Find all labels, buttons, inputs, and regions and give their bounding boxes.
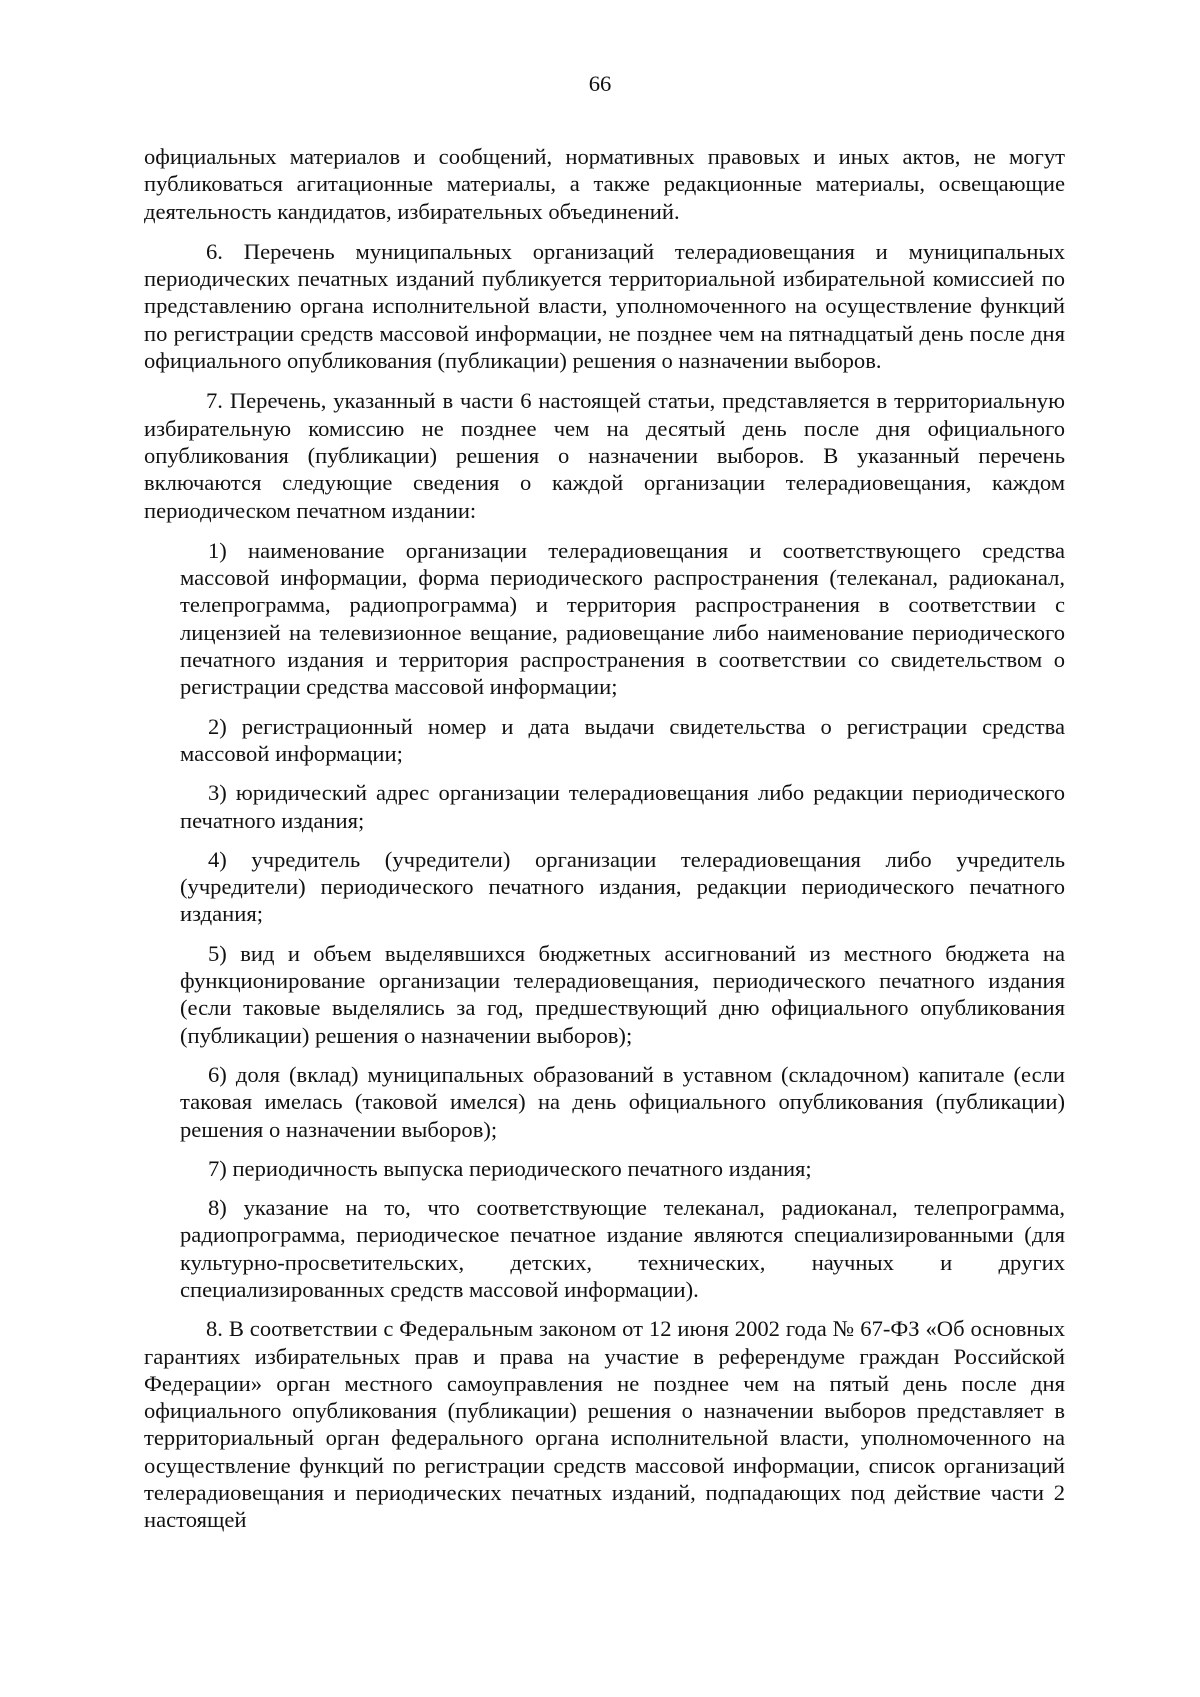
page-number: 66 [588, 71, 612, 96]
list-item-3: 3) юридический адрес организации телерадиовещания либо редакции периодического печатного издания; [180, 780, 1065, 833]
list-item-6: 6) доля (вклад) муниципальных образований в уставном (складочном) капитале (если таковая имелась (таковой имелся) на день официального опубликования (публикации) решения о назначении выборов); [180, 1061, 1065, 1142]
paragraph-continued: официальных материалов и сообщений, нормативных правовых и иных актов, не могут публиковаться агитационные материалы, а также редакционные материалы, освещающие деятельность кандидатов, избирательных объединений. [144, 144, 1065, 224]
list-item-4: 4) учредитель (учредители) организации телерадиовещания либо учредитель (учредители) периодического печатного издания, редакции периодического печатного издания; [180, 846, 1065, 927]
list-item-5: 5) вид и объем выделявшихся бюджетных ассигнований из местного бюджета на функционирование организации телерадиовещания, периодического печатного издания (если таковые выделялись за год, предшествующий дню официального опубликования (публикации) решения о назначении выборов); [180, 940, 1065, 1048]
list-item-2: 2) регистрационный номер и дата выдачи свидетельства о регистрации средства массовой информации; [180, 713, 1065, 766]
paragraph-8: 8. В соответствии с Федеральным законом от 12 июня 2002 года № 67-ФЗ «Об основных гарантиях избирательных прав и права на участие в референдуме граждан Российской Федерации» орган местного самоуправления не позднее чем на пятый день после дня официального опубликования (публикации) решения о назначении выборов представляет в территориальный орган федерального органа исполнительной власти, уполномоченного на осуществление функций по регистрации средств массовой информации, список организаций телерадиовещания и периодических печатных изданий, подпадающих под действие части 2 настоящей [144, 1316, 1065, 1533]
paragraph-7: 7. Перечень, указанный в части 6 настоящей статьи, представляется в территориальную избирательную комиссию не позднее чем на десятый день после дня официального опубликования (публикации) решения о назначении выборов. В указанный перечень включаются следующие сведения о каждой организации телерадиовещания, каждом периодическом печатном издании: [144, 388, 1065, 523]
document-body [144, 143, 1065, 1534]
list-item-7: 7) периодичность выпуска периодического печатного издания; [208, 1155, 812, 1181]
information-list [144, 537, 1065, 1303]
list-item-1: 1) наименование организации телерадиовещания и соответствующего средства массовой информации, форма периодического распространения (телеканал, радиоканал, телепрограмма, радиопрограмма) и территория распространения в соответствии с лицензией на телевизионное вещание, радиовещание либо наименование периодического печатного издания и территория распространения в соответствии со свидетельством о регистрации средства массовой информации; [180, 537, 1065, 700]
list-item-8: 8) указание на то, что соответствующие телеканал, радиоканал, телепрограмма, радиопрограмма, периодическое печатное издание являются специализированными (для культурно-просветительских, детских, технических, научных и других специализированных средств массовой информации). [180, 1195, 1065, 1302]
paragraph-6: 6. Перечень муниципальных организаций телерадиовещания и муниципальных периодических печатных изданий публикуется территориальной избирательной комиссией по представлению органа исполнительной власти, уполномоченного на осуществление функций по регистрации средств массовой информации, не позднее чем на пятнадцатый день после дня официального опубликования (публикации) решения о назначении выборов. [144, 238, 1065, 374]
